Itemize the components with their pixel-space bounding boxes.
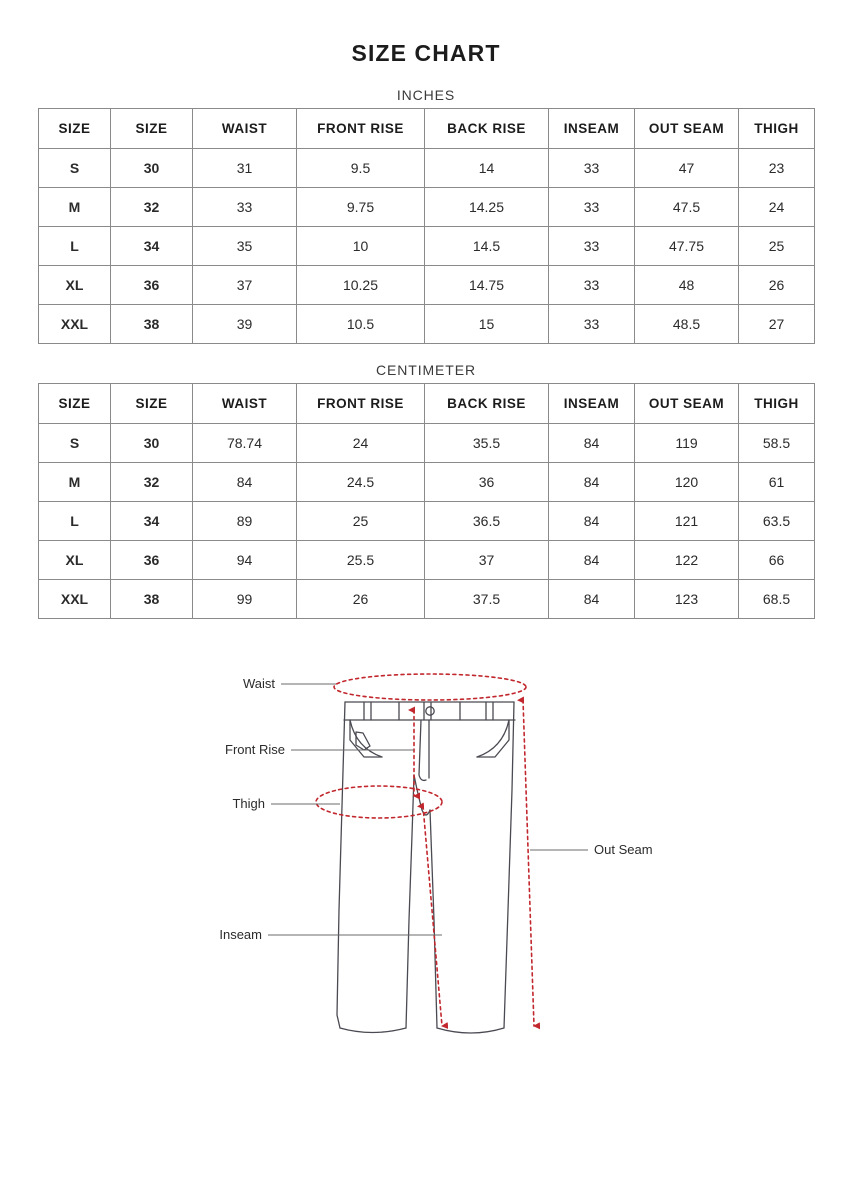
left-leg-hem <box>340 1028 406 1033</box>
cell-size-number: 32 <box>111 463 193 502</box>
cell-waist: 89 <box>193 502 297 541</box>
right-leg-outer-edge <box>504 702 514 1028</box>
cell-size-number: 38 <box>111 580 193 619</box>
table-row <box>39 502 815 541</box>
cell-size-letter: L <box>39 502 111 541</box>
belt-loop-right <box>486 702 493 720</box>
table-row <box>39 227 815 266</box>
cell-out-seam: 119 <box>635 424 739 463</box>
cell-thigh: 68.5 <box>739 580 815 619</box>
column-header: SIZE <box>111 109 193 149</box>
cell-thigh: 61 <box>739 463 815 502</box>
cell-waist: 99 <box>193 580 297 619</box>
cell-waist: 33 <box>193 188 297 227</box>
cell-size-number: 36 <box>111 266 193 305</box>
unit-label-centimeter: CENTIMETER <box>376 362 476 378</box>
table-row <box>39 149 815 188</box>
cell-inseam: 33 <box>549 149 635 188</box>
cell-size-number: 30 <box>111 424 193 463</box>
cell-waist: 84 <box>193 463 297 502</box>
pocket-right-opening <box>477 720 509 757</box>
cell-inseam: 84 <box>549 463 635 502</box>
crotch-seam <box>414 775 430 815</box>
leader-lines <box>268 684 588 935</box>
column-header: WAIST <box>193 109 297 149</box>
cell-size-letter: XL <box>39 266 111 305</box>
left-leg-inner-edge <box>406 775 414 1028</box>
cell-back-rise: 14.5 <box>425 227 549 266</box>
cell-back-rise: 37.5 <box>425 580 549 619</box>
cell-front-rise: 9.75 <box>297 188 425 227</box>
cell-size-letter: S <box>39 149 111 188</box>
waist-measure-ellipse <box>334 674 526 700</box>
cell-front-rise: 24.5 <box>297 463 425 502</box>
waistband-center-band <box>399 702 460 720</box>
cell-front-rise: 25 <box>297 502 425 541</box>
cell-thigh: 58.5 <box>739 424 815 463</box>
pocket-right-bag <box>477 720 509 757</box>
column-header: OUT SEAM <box>635 384 739 424</box>
cell-inseam: 33 <box>549 227 635 266</box>
cell-thigh: 63.5 <box>739 502 815 541</box>
table-row <box>39 305 815 344</box>
belt-loop-left <box>364 702 371 720</box>
cell-inseam: 84 <box>549 580 635 619</box>
cell-front-rise: 9.5 <box>297 149 425 188</box>
cell-size-letter: XXL <box>39 580 111 619</box>
cell-inseam: 84 <box>549 541 635 580</box>
cell-size-letter: XXL <box>39 305 111 344</box>
cell-thigh: 23 <box>739 149 815 188</box>
cell-front-rise: 10.5 <box>297 305 425 344</box>
cell-back-rise: 36.5 <box>425 502 549 541</box>
size-table-centimeter <box>38 383 815 619</box>
cell-out-seam: 122 <box>635 541 739 580</box>
cell-thigh: 27 <box>739 305 815 344</box>
cell-waist: 35 <box>193 227 297 266</box>
cell-size-number: 32 <box>111 188 193 227</box>
cell-out-seam: 123 <box>635 580 739 619</box>
size-table-inches <box>38 108 815 344</box>
cell-size-letter: M <box>39 463 111 502</box>
cell-inseam: 84 <box>549 424 635 463</box>
column-header: THIGH <box>739 109 815 149</box>
table-row <box>39 424 815 463</box>
cell-back-rise: 14.75 <box>425 266 549 305</box>
cell-out-seam: 47.75 <box>635 227 739 266</box>
inseam-measure-arrow <box>423 806 442 1026</box>
column-header: SIZE <box>39 384 111 424</box>
cell-size-number: 30 <box>111 149 193 188</box>
coin-pocket <box>356 732 370 750</box>
cell-thigh: 66 <box>739 541 815 580</box>
cell-back-rise: 14.25 <box>425 188 549 227</box>
cell-front-rise: 10 <box>297 227 425 266</box>
cell-front-rise: 26 <box>297 580 425 619</box>
column-header: THIGH <box>739 384 815 424</box>
cell-inseam: 33 <box>549 305 635 344</box>
cell-back-rise: 15 <box>425 305 549 344</box>
cell-size-number: 38 <box>111 305 193 344</box>
column-header: FRONT RISE <box>297 384 425 424</box>
table-row <box>39 541 815 580</box>
label-thigh: Thigh <box>232 796 265 811</box>
table-row <box>39 188 815 227</box>
cell-inseam: 33 <box>549 266 635 305</box>
cell-size-letter: M <box>39 188 111 227</box>
table-row <box>39 580 815 619</box>
label-waist: Waist <box>242 676 275 691</box>
cell-front-rise: 25.5 <box>297 541 425 580</box>
pants-measurement-diagram <box>0 660 852 1080</box>
pants-illustration <box>337 702 515 1033</box>
cell-size-number: 36 <box>111 541 193 580</box>
cell-back-rise: 35.5 <box>425 424 549 463</box>
cell-front-rise: 24 <box>297 424 425 463</box>
column-header: BACK RISE <box>425 384 549 424</box>
cell-size-letter: XL <box>39 541 111 580</box>
column-header: INSEAM <box>549 384 635 424</box>
label-out-seam: Out Seam <box>594 842 653 857</box>
table-row <box>39 463 815 502</box>
page-title: SIZE CHART <box>351 40 501 66</box>
cell-back-rise: 37 <box>425 541 549 580</box>
cell-thigh: 25 <box>739 227 815 266</box>
fly-stitch-line <box>419 720 426 780</box>
column-header: SIZE <box>111 384 193 424</box>
pants-diagram-container <box>0 660 852 1080</box>
cell-waist: 78.74 <box>193 424 297 463</box>
cell-out-seam: 48 <box>635 266 739 305</box>
right-leg-hem <box>437 1028 504 1033</box>
cell-out-seam: 48.5 <box>635 305 739 344</box>
cell-waist: 37 <box>193 266 297 305</box>
cell-back-rise: 36 <box>425 463 549 502</box>
cell-waist: 31 <box>193 149 297 188</box>
label-inseam: Inseam <box>219 927 262 942</box>
cell-out-seam: 121 <box>635 502 739 541</box>
column-header: SIZE <box>39 109 111 149</box>
column-header: BACK RISE <box>425 109 549 149</box>
cell-back-rise: 14 <box>425 149 549 188</box>
table-row <box>39 266 815 305</box>
table-header-row <box>39 384 815 424</box>
cell-out-seam: 120 <box>635 463 739 502</box>
cell-out-seam: 47 <box>635 149 739 188</box>
cell-waist: 94 <box>193 541 297 580</box>
cell-inseam: 84 <box>549 502 635 541</box>
column-header: INSEAM <box>549 109 635 149</box>
column-header: FRONT RISE <box>297 109 425 149</box>
out-seam-measure-arrow <box>523 700 534 1026</box>
cell-front-rise: 10.25 <box>297 266 425 305</box>
belt-loop-center <box>424 702 431 720</box>
cell-size-number: 34 <box>111 227 193 266</box>
cell-thigh: 26 <box>739 266 815 305</box>
cell-size-number: 34 <box>111 502 193 541</box>
cell-size-letter: S <box>39 424 111 463</box>
unit-label-inches: INCHES <box>396 87 456 103</box>
cell-size-letter: L <box>39 227 111 266</box>
cell-out-seam: 47.5 <box>635 188 739 227</box>
table-header-row <box>39 109 815 149</box>
cell-inseam: 33 <box>549 188 635 227</box>
column-header: OUT SEAM <box>635 109 739 149</box>
measurement-markers <box>316 674 534 1026</box>
waistband-button <box>426 707 434 715</box>
cell-waist: 39 <box>193 305 297 344</box>
label-front-rise: Front Rise <box>225 742 285 757</box>
cell-thigh: 24 <box>739 188 815 227</box>
column-header: WAIST <box>193 384 297 424</box>
left-leg-outer-edge <box>337 702 345 1028</box>
